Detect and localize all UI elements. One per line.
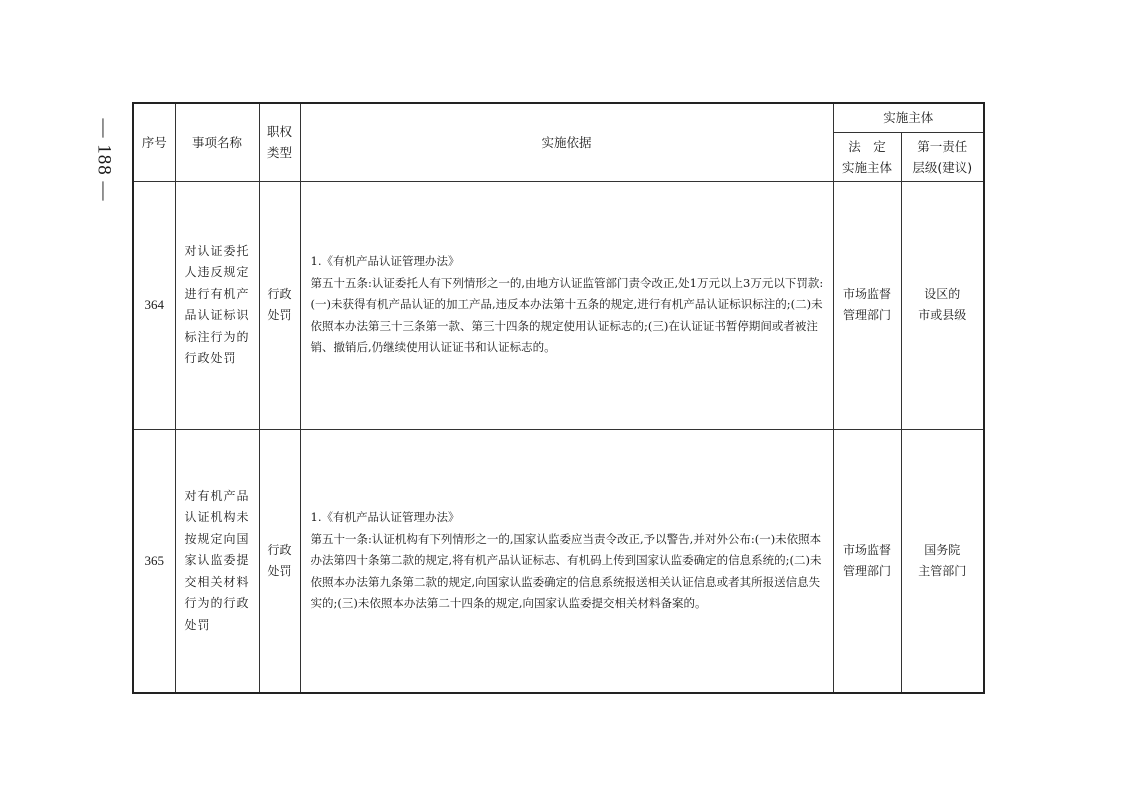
header-responsibility-level: 第一责任 层级(建议): [901, 132, 984, 181]
row-responsibility-level: 国务院 主管部门: [901, 429, 984, 693]
row-basis: [300, 429, 833, 693]
row-seq: 365: [133, 429, 175, 693]
header-name: 事项名称: [175, 103, 259, 181]
row-seq: 364: [133, 181, 175, 429]
header-row-1: [133, 103, 984, 132]
table-row: [133, 181, 984, 429]
row-type: 行政 处罚: [259, 181, 300, 429]
header-subject: 实施主体: [833, 103, 984, 132]
row-responsibility-level: 设区的 市或县级: [901, 181, 984, 429]
authority-table: [132, 102, 985, 694]
page-number-text: — 188 —: [93, 118, 114, 202]
basis-title: 1.《有机产品认证管理办法》: [310, 510, 460, 524]
row-name: 对有机产品认证机构未按规定向国家认监委提交相关材料行为的行政处罚: [175, 429, 259, 693]
table-row: [133, 429, 984, 693]
row-basis: [300, 181, 833, 429]
header-type: 职权 类型: [259, 103, 300, 181]
row-name: 对认证委托人违反规定进行有机产品认证标识标注行为的行政处罚: [175, 181, 259, 429]
row-legal-subject: 市场监督 管理部门: [833, 429, 901, 693]
basis-title: 1.《有机产品认证管理办法》: [310, 254, 460, 269]
row-type: 行政 处罚: [259, 429, 300, 693]
header-legal-subject: 法 定 实施主体: [833, 132, 901, 181]
header-seq: 序号: [133, 103, 175, 181]
page-number: [88, 105, 118, 215]
basis-text: 第五十五条:认证委托人有下列情形之一的,由地方认证监管部门责令改正,处1万元以上3万元以下罚款:(一)未获得有机产品认证的加工产品,违反本办法第十五条的规定,进行有机产品认证标识标注的;(二)未依照本办法第三十三条第一款、第三十四条的规定使用认证标志的;(三)在认证证书暂停期间或者被注销、撤销后,仍继续使用认证证书和认证标志的。: [310, 275, 824, 355]
header-basis: 实施依据: [300, 103, 833, 181]
row-legal-subject: 市场监督 管理部门: [833, 181, 901, 429]
basis-text: 第五十一条:认证机构有下列情形之一的,国家认监委应当责令改正,予以警告,并对外公布:(一)未依照本办法第四十条第二款的规定,将有机产品认证标志、有机码上传到国家认监委确定的信息系统的;(二)未依照本办法第九条第二款的规定,向国家认监委确定的信息系统报送相关认证信息或者其所报送信息失实的;(三)未依照本办法第二十四条的规定,向国家认监委提交相关材料备案的。: [310, 531, 822, 610]
